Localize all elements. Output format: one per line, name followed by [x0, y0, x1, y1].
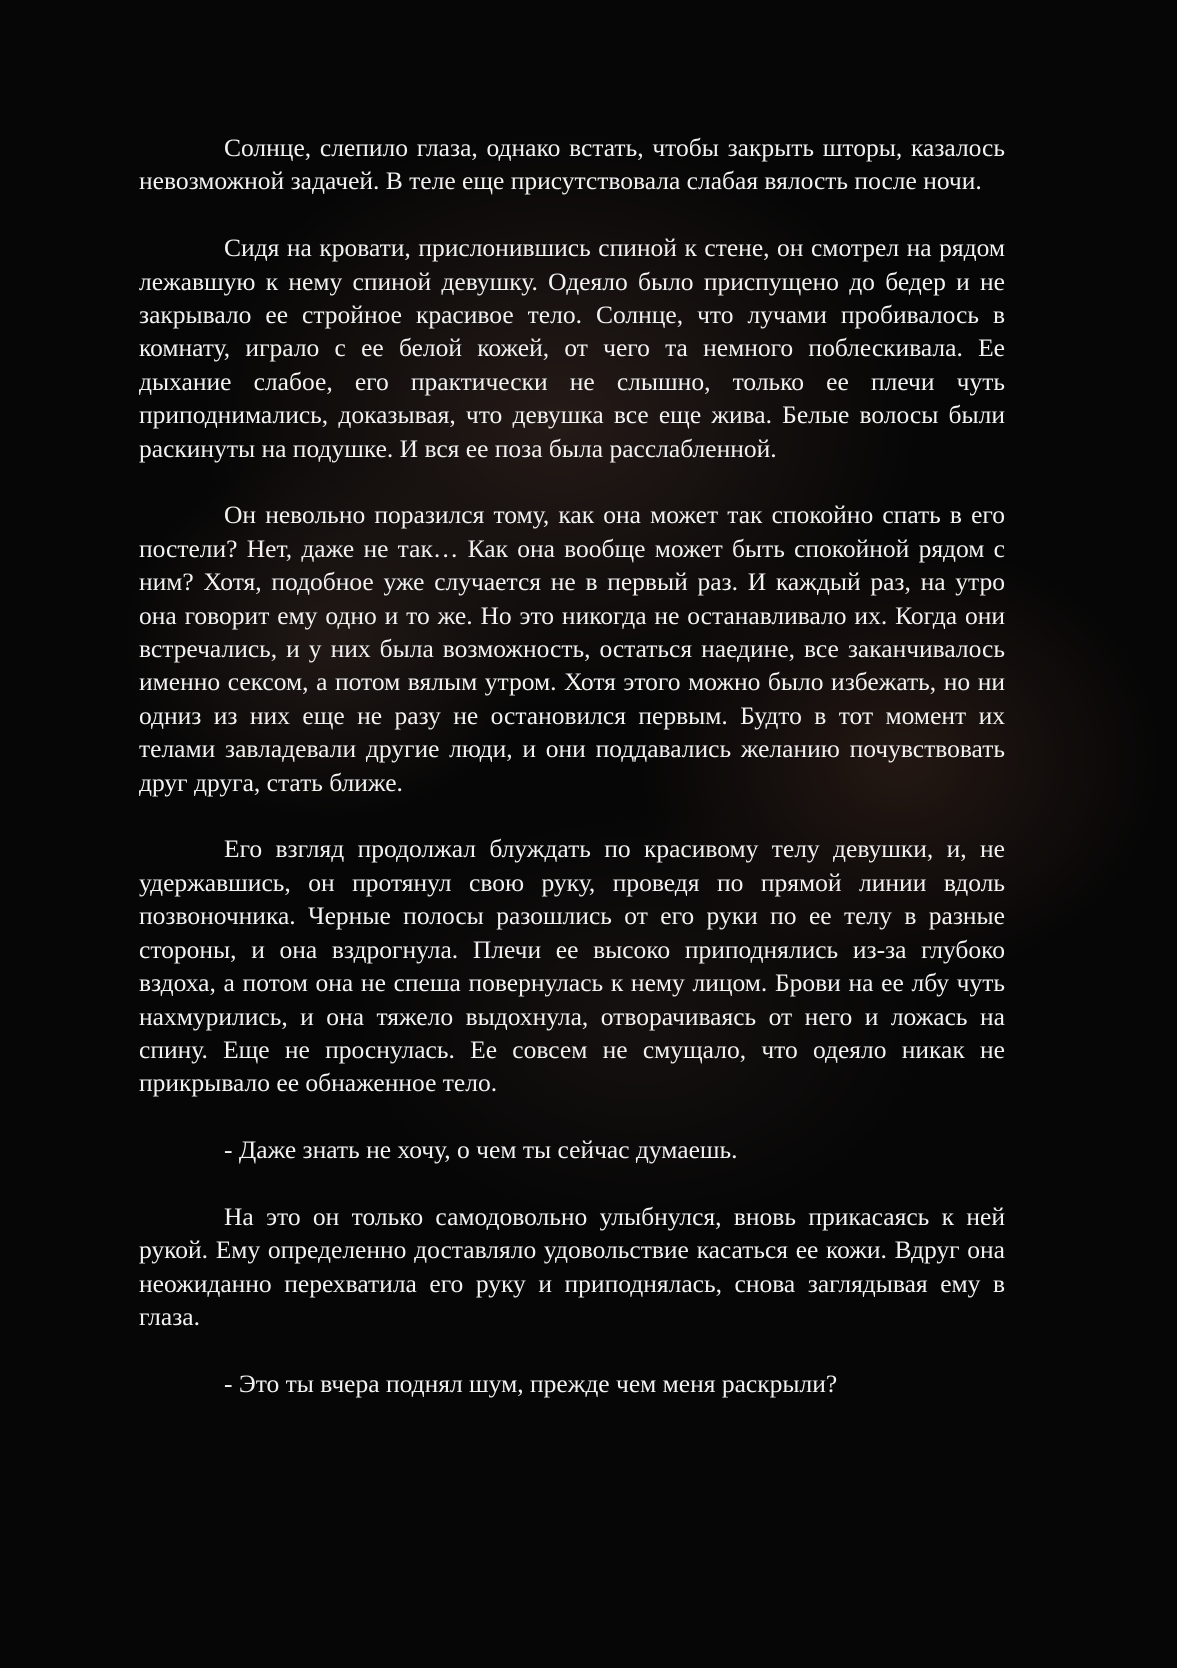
dialogue-line: - Даже знать не хочу, о чем ты сейчас думаешь. [224, 1135, 738, 1165]
document-body [139, 131, 1005, 1400]
paragraph: Солнце, слепило глаза, однако встать, чтобы закрыть шторы, казалось невозможной задачей. В теле еще присутствовала слабая вялость после ночи. [139, 133, 1005, 196]
paragraph: Сидя на кровати, прислонившись спиной к стене, он смотрел на рядом лежавшую к нему спиной девушку. Одеяло было приспущено до бедер и не закрывало ее стройное красивое тело. Солнце, что лучами пробивалось в комнату, играло с ее белой кожей, от чего та немного поблескивала. Ее дыхание слабое, его практически не слышно, только ее плечи чуть приподнимались, доказывая, что девушка все еще жива. Белые волосы были раскинуты на подушке. И вся ее поза была расслабленной. [139, 233, 1005, 463]
paragraph: Он невольно поразился тому, как она может так спокойно спать в его постели? Нет, даже не так… Как она вообще может быть спокойной рядом с ним? Хотя, подобное уже случается не в первый раз. И каждый раз, на утро она говорит ему одно и то же. Но это никогда не останавливало их. Когда они встречались, и у них была возможность, остаться наедине, все заканчивалось именно сексом, а потом вялым утром. Хотя этого можно было избежать, но ни одниз из них еще не разу не остановился первым. Будто в тот момент их телами завладевали другие люди, и они поддавались желанию почувствовать друг друга, стать ближе. [139, 500, 1005, 797]
paragraph: Его взгляд продолжал блуждать по красивому телу девушки, и, не удержавшись, он протянул свою руку, проведя по прямой линии вдоль позвоночника. Черные полосы разошлись от его руки по ее телу в разные стороны, и она вздрогнула. Плечи ее высоко приподнялись из-за глубоко вздоха, а потом она не спеша повернулась к нему лицом. Брови на ее лбу чуть нахмурились, и она тяжело выдохнула, отворачиваясь от него и ложась на спину. Еще не проснулась. Ее совсем не смущало, что одеяло никак не прикрывало ее обнаженное тело. [139, 834, 1005, 1098]
dialogue-line: - Это ты вчера поднял шум, прежде чем меня раскрыли? [224, 1368, 838, 1398]
paragraph: На это он только самодовольно улыбнулся, вновь прикасаясь к ней рукой. Ему определенно доставляло удовольствие касаться ее кожи. Вдруг она неожиданно перехватила его руку и приподнялась, снова заглядывая ему в глаза. [139, 1201, 1005, 1332]
